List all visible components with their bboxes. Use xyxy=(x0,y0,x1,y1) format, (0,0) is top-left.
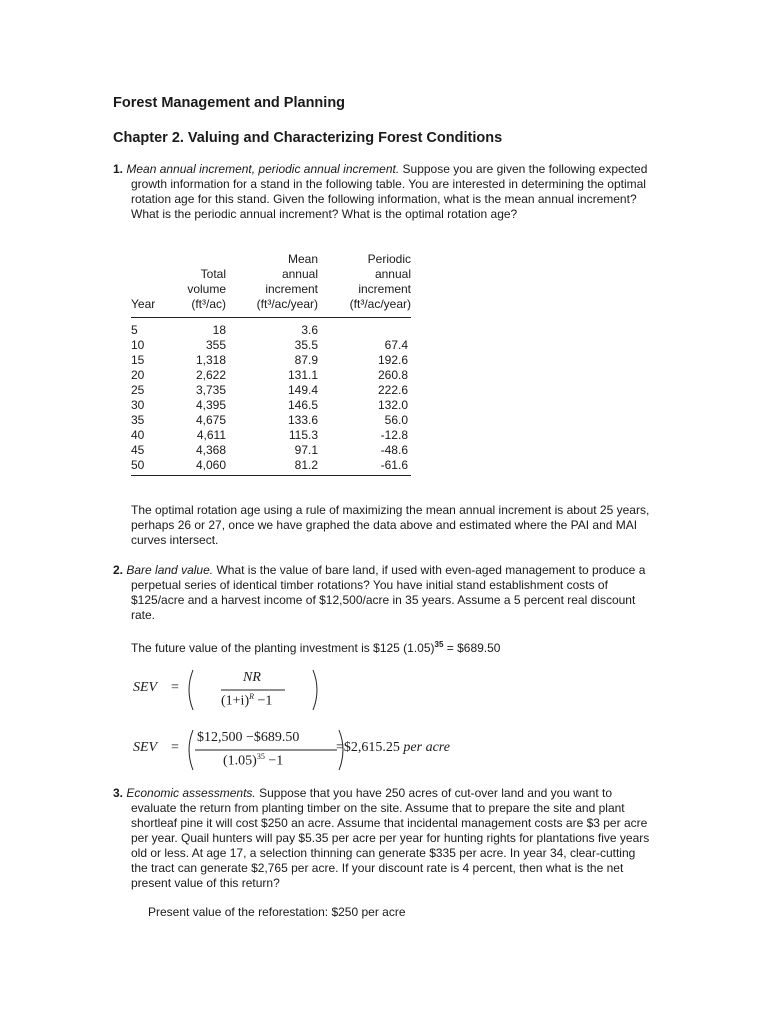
question-2 xyxy=(113,563,653,623)
question-3 xyxy=(113,786,653,891)
cell-pai: 222.6 xyxy=(377,383,408,397)
cell-mai: 115.3 xyxy=(288,428,318,442)
formula-numerator: NR xyxy=(243,670,261,685)
cell-year: 40 xyxy=(131,428,145,442)
table-row xyxy=(131,338,411,353)
cell-total-volume: 1,318 xyxy=(195,353,226,367)
cell-year: 5 xyxy=(131,323,138,337)
header-line: (ft³/ac) xyxy=(191,297,226,311)
formula-equals: = xyxy=(171,740,179,755)
cell-total-volume: 4,611 xyxy=(196,428,226,442)
header-total xyxy=(171,267,226,312)
formula-lhs: SEV xyxy=(133,680,158,695)
question-text: Suppose that you have 250 acres of cut-over land and you want to evaluate the return from planting timber on the site. Assume that to prepare the site and plant shortleaf pine it will cost $250 an acre. Assume that incidental management costs are $3 per acre per year. Quail hunters will pay $5.35 per acre per year for hunting rights for plantations five years old or less. At age 17, a selection thinning can generate $335 per acre. In year 34, clear-cutting the tract can generate $2,765 per acre. If your discount rate is 4 percent, then what is the net present value of this return? xyxy=(131,786,650,890)
table-row xyxy=(131,398,411,413)
header-line: increment xyxy=(265,282,318,296)
cell-total-volume: 3,735 xyxy=(195,383,226,397)
cell-mai: 149.4 xyxy=(287,383,318,397)
cell-year: 45 xyxy=(131,443,145,457)
cell-mai: 87.9 xyxy=(294,353,318,367)
result-unit: per acre xyxy=(403,740,450,755)
den-exponent: R xyxy=(249,692,254,701)
question-number: 1. xyxy=(113,162,124,176)
den-exponent: 35 xyxy=(256,752,265,761)
document-title: Forest Management and Planning xyxy=(113,95,346,111)
cell-total-volume: 4,395 xyxy=(195,398,226,412)
header-pai xyxy=(336,252,411,312)
cell-pai: 132.0 xyxy=(377,398,408,412)
cell-pai: 260.8 xyxy=(377,368,408,382)
sev-calculation xyxy=(131,728,491,772)
question-number: 2. xyxy=(113,563,124,577)
header-year: Year xyxy=(131,297,156,311)
header-mai xyxy=(246,252,318,312)
result-value: =$2,615.25 xyxy=(336,740,400,755)
formula-numerator: $12,500 −$689.50 xyxy=(197,730,300,745)
question-topic: Economic assessments. xyxy=(126,786,256,800)
cell-pai: 56.0 xyxy=(384,413,408,427)
question-1 xyxy=(113,162,653,222)
question-topic: Mean annual increment, periodic annual increment. xyxy=(126,162,400,176)
cell-total-volume: 4,060 xyxy=(195,458,226,472)
header-line: increment xyxy=(358,282,411,296)
formula-lhs: SEV xyxy=(133,740,158,755)
formula-denominator xyxy=(221,692,272,710)
cell-total-volume: 4,675 xyxy=(195,413,226,427)
table-row xyxy=(131,428,411,443)
sev-formula xyxy=(131,668,331,712)
question-text: Suppose you are given the following expected growth information for a stand in the following table. You are interested in determining the optimal rotation age for this stand. Given the following information, what is the mean annual increment? What is the periodic annual increment? What is the optimal rotation age? xyxy=(131,162,648,221)
table-row xyxy=(131,353,411,368)
table-row xyxy=(131,383,411,398)
fv-suffix: = $689.50 xyxy=(443,641,501,655)
header-line: annual xyxy=(281,267,318,281)
cell-total-volume: 2,622 xyxy=(195,368,226,382)
den-tail: −1 xyxy=(257,693,273,709)
question-text: What is the value of bare land, if used with even-aged management to produce a perpetual series of identical timber rotations? You have initial stand establishment costs of $125/acre and a harvest income of $12,500/acre in 35 years. Assume a 5 percent real discount rate. xyxy=(131,563,646,622)
formula-denominator xyxy=(223,752,283,770)
den-tail: −1 xyxy=(268,753,284,769)
table-row xyxy=(131,368,411,383)
header-line: (ft³/ac/year) xyxy=(256,297,318,311)
cell-pai: -12.8 xyxy=(380,428,408,442)
cell-mai: 133.6 xyxy=(287,413,318,427)
table-header-rule xyxy=(131,317,411,318)
cell-mai: 81.2 xyxy=(294,458,318,472)
header-line: Mean xyxy=(287,252,318,266)
formula-equals: = xyxy=(171,680,179,695)
header-line: annual xyxy=(374,267,411,281)
cell-mai: 131.1 xyxy=(287,368,318,382)
cell-total-volume: 18 xyxy=(212,323,226,337)
cell-pai: -48.6 xyxy=(380,443,408,457)
cell-mai: 146.5 xyxy=(287,398,318,412)
header-line: Total xyxy=(200,267,226,281)
den-base: (1.05) xyxy=(223,753,257,769)
cell-total-volume: 4,368 xyxy=(195,443,226,457)
future-value-line xyxy=(131,637,500,656)
cell-year: 15 xyxy=(131,353,145,367)
present-value-line: Present value of the reforestation: $250 per acre xyxy=(148,905,406,919)
cell-mai: 35.5 xyxy=(294,338,318,352)
header-line: Periodic xyxy=(367,252,411,266)
question-topic: Bare land value. xyxy=(126,563,214,577)
formula-result xyxy=(336,740,450,756)
cell-pai: -61.6 xyxy=(380,458,408,472)
table-bottom-rule xyxy=(131,475,411,476)
table-row xyxy=(131,443,411,458)
cell-mai: 97.1 xyxy=(294,443,318,457)
question-number: 3. xyxy=(113,786,124,800)
table-body xyxy=(131,323,411,473)
fv-prefix: The future value of the planting investment is $125 (1.05) xyxy=(131,641,435,655)
fv-exponent: 35 xyxy=(434,640,444,649)
den-base: (1+i) xyxy=(221,693,250,709)
cell-year: 30 xyxy=(131,398,145,412)
header-line: volume xyxy=(187,282,226,296)
table-row xyxy=(131,323,411,338)
chapter-title: Chapter 2. Valuing and Characterizing Forest Conditions xyxy=(113,130,503,146)
cell-year: 20 xyxy=(131,368,145,382)
cell-year: 25 xyxy=(131,383,145,397)
cell-year: 10 xyxy=(131,338,145,352)
cell-year: 50 xyxy=(131,458,145,472)
header-line: (ft³/ac/year) xyxy=(349,297,411,311)
table-row xyxy=(131,458,411,473)
cell-pai: 67.4 xyxy=(384,338,408,352)
cell-year: 35 xyxy=(131,413,145,427)
question-1-answer: The optimal rotation age using a rule of maximizing the mean annual increment is about 25 years, perhaps 26 or 27, once we have graphed the data above and estimated where the PAI and MAI curves intersect. xyxy=(131,503,650,547)
cell-pai: 192.6 xyxy=(377,353,408,367)
cell-total-volume: 355 xyxy=(205,338,226,352)
table-row xyxy=(131,413,411,428)
cell-mai: 3.6 xyxy=(301,323,318,337)
